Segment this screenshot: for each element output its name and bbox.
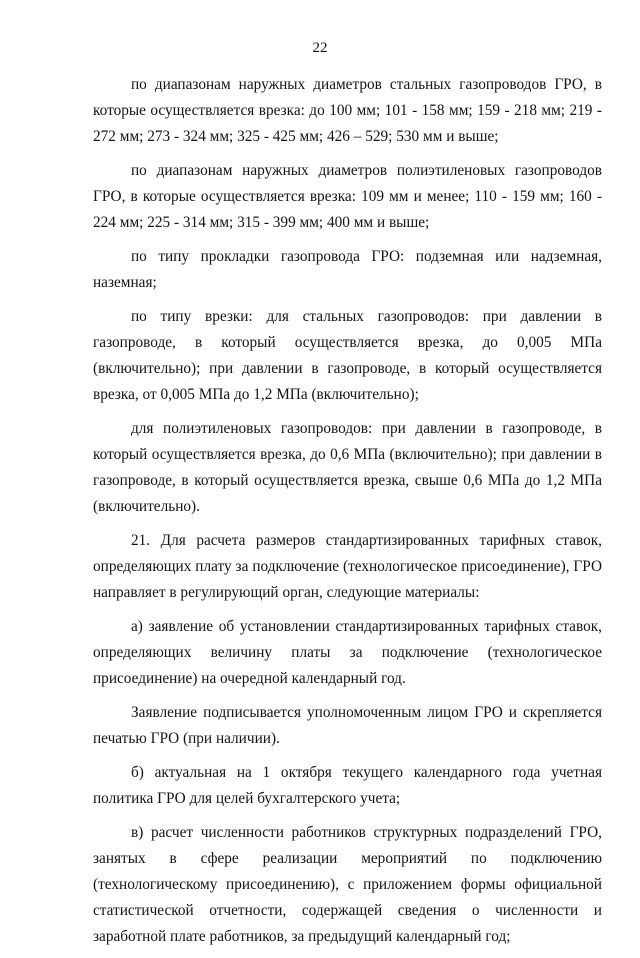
- document-body: [93, 72, 602, 958]
- paragraph-signature: Заявление подписывается уполномоченным лицом ГРО и скрепляется печатью ГРО (при наличии).: [93, 704, 602, 747]
- paragraph-laying-type: по типу прокладки газопровода ГРО: подземная или надземная, наземная;: [93, 248, 602, 291]
- paragraph-tie-in-steel: по типу врезки: для стальных газопроводов: при давлении в газопроводе, в который осуществляется врезка, до 0,005 МПа (включительно); при давлении в газопроводе, в который осуществляется врезка, от 0,005 МПа до 1,2 МПа (включительно);: [93, 308, 602, 403]
- paragraph-tie-in-polyethylene: для полиэтиленовых газопроводов: при давлении в газопроводе, в который осуществляется врезка, до 0,6 МПа (включительно); при давлении в газопроводе, в который осуществляется врезка, свыше 0,6 МПа до 1,2 МПа (включительно).: [93, 420, 602, 515]
- paragraph-clause-21: 21. Для расчета размеров стандартизированных тарифных ставок, определяющих плату за подключение (технологическое присоединение), ГРО направляет в регулирующий орган, следующие материалы:: [93, 532, 602, 601]
- paragraph-item-b: б) актуальная на 1 октября текущего календарного года учетная политика ГРО для целей бухгалтерского учета;: [93, 764, 602, 807]
- paragraph-polyethylene-diameters: по диапазонам наружных диаметров полиэтиленовых газопроводов ГРО, в которые осуществляется врезка: 109 мм и менее; 110 - 159 мм; 160 - 224 мм; 225 - 314 мм; 315 - 399 мм; 400 мм и выше;: [93, 162, 602, 231]
- paragraph-steel-diameters: по диапазонам наружных диаметров стальных газопроводов ГРО, в которые осуществляется врезка: до 100 мм; 101 - 158 мм; 159 - 218 мм; 219 - 272 мм; 273 - 324 мм; 325 - 425 мм; 426 – 529; 530 мм и выше;: [93, 76, 602, 145]
- paragraph-item-a: а) заявление об установлении стандартизированных тарифных ставок, определяющих величину платы за подключение (технологическое присоединение) на очередной календарный год.: [93, 618, 602, 687]
- paragraph-item-v: в) расчет численности работников структурных подразделений ГРО, занятых в сфере реализации мероприятий по подключению (технологическому присоединению), с приложением формы официальной статистической отчетности, содержащей сведения о численности и заработной плате работников, за предыдущий календарный год;: [93, 824, 602, 945]
- page-number: 22: [312, 40, 328, 56]
